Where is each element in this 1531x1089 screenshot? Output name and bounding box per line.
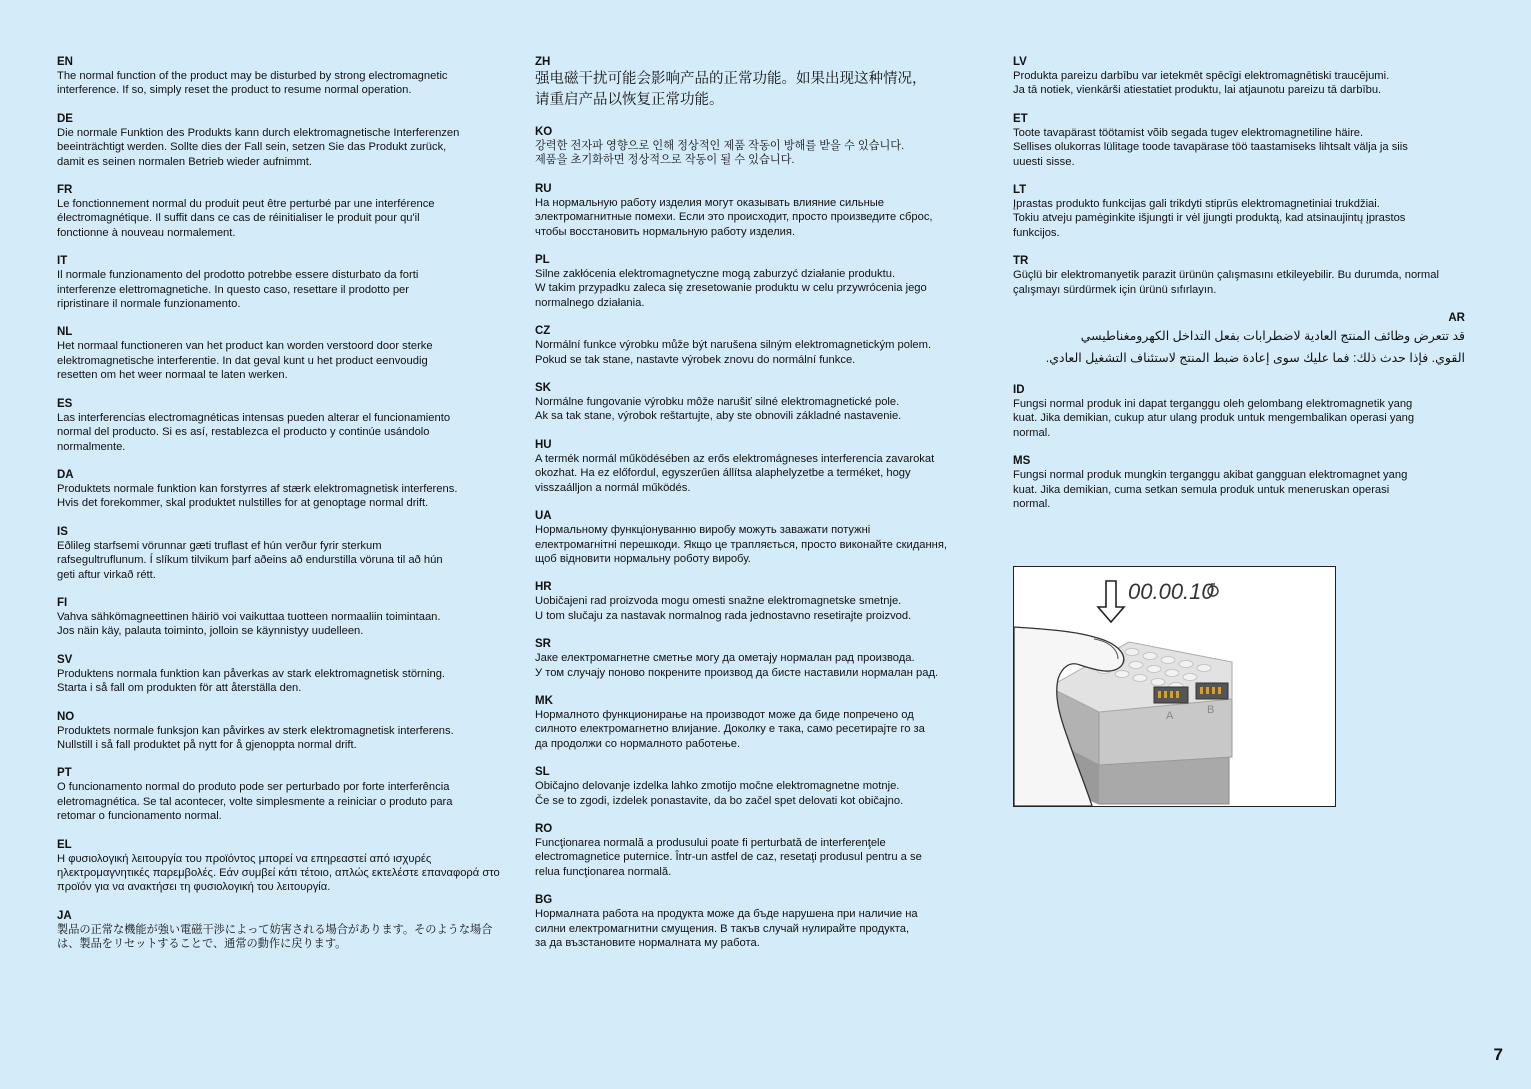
language-code: ET <box>1013 112 1028 125</box>
language-block-sl <box>535 765 1000 808</box>
notice-text: Funcţionarea normală a produsului poate fi perturbată de interferenţele electromagnetice puternice. Într-un astfel de caz, resetaţi produsul pentru a se relua funcţionarea normală. <box>535 836 922 878</box>
language-code: MS <box>1013 455 1031 468</box>
press-arrow-icon <box>1098 581 1124 622</box>
language-block-fi <box>57 596 517 639</box>
language-code: MK <box>535 694 553 707</box>
notice-text: 강력한 전자파 영향으로 인해 정상적인 제품 작동이 방해를 받을 수 있습니다. 제품을 초기화하면 정상적으로 작동이 될 수 있습니다. <box>535 140 905 167</box>
column-left <box>57 55 517 966</box>
notice-text: Нормальному функціонуванню виробу можуть заважати потужні електромагнітні перешкоди. Якщо це трапляється, просто виконайте скидання, щоб відновити нормальну роботу виробу. <box>535 524 948 565</box>
language-block-sv <box>57 653 517 696</box>
language-block-it <box>57 254 517 311</box>
language-code: EN <box>57 56 73 68</box>
language-block-fr <box>57 183 517 240</box>
notice-text: Produktets normale funksjon kan påvirkes av sterk elektromagnetisk interferens. Nullstill i så fall produktet på nytt for å gjenoppta normal drift. <box>57 724 454 751</box>
language-code: SR <box>535 638 551 651</box>
language-block-de <box>57 112 517 169</box>
notice-text: На нормальную работу изделия могут оказывать влияние сильные электромагнитные помехи. Если это происходит, просто произведите сброс, чтобы восстановить нормальную работу изделия. <box>535 196 933 238</box>
language-code: KO <box>535 126 553 138</box>
language-code: RU <box>535 182 552 195</box>
notice-text: 强电磁干扰可能会影响产品的正常功能。如果出现这种情况， 请重启产品以恢复正常功能。 <box>535 71 927 108</box>
language-code: PL <box>535 254 550 267</box>
port-a-label: A <box>1166 710 1174 722</box>
language-code: DA <box>57 468 74 481</box>
language-code: CZ <box>535 325 551 338</box>
language-block-en <box>57 55 517 98</box>
notice-text: Uobičajeni rad proizvoda mogu omesti snažne elektromagnetske smetnje. U tom slučaju za nastavak normalnog rada jednostavno resetirajte proizvod. <box>535 595 912 622</box>
language-block-ru <box>535 182 1000 239</box>
language-code: IT <box>57 255 68 268</box>
language-code: AR <box>1448 312 1465 325</box>
notice-text: Η φυσιολογική λειτουργία του προϊόντος μπορεί να επηρεαστεί από ισχυρές ηλεκτρομαγνητικές παρεμβολές. Εάν συμβεί κάτι τέτοιο, απλώς εκτελέστε επαναφορά στο προϊόν για να ανακτήσει τη φυσιολογική του λειτουργία. <box>57 852 500 894</box>
language-block-id <box>1013 383 1465 440</box>
notice-text: Eðlileg starfsemi vörunnar gæti truflast ef hún verður fyrir sterkum rafsegultruflunum. Í slíkum tilvikum þarf aðeins að endurstilla vöruna til að hún geti aftur virkað rétt. <box>57 539 443 581</box>
language-block-ua <box>535 509 1000 566</box>
language-code: HR <box>535 581 552 594</box>
notice-text: Јаке електромагнетне сметње могу да ометају нормалан рад производа. У том случају поново покрените производ да бисте наставили нормалан рад. <box>535 652 939 679</box>
language-code: SL <box>535 766 550 779</box>
notice-text: Güçlü bir elektromanyetik parazit ürünün çalışmasını etkileyebilir. Bu durumda, normal çalışmayı sürdürmek için ürünü sıfırlayın. <box>1013 269 1439 296</box>
language-block-no <box>57 710 517 753</box>
notice-text: Produktens normala funktion kan påverkas av stark elektromagnetisk störning. Starta i så fall om produkten för att återställa den. <box>57 667 446 695</box>
language-code: UA <box>535 510 552 523</box>
language-block-is <box>57 525 517 582</box>
language-block-ko <box>535 125 1000 168</box>
language-block-lt <box>1013 183 1465 240</box>
language-block-el <box>57 838 517 895</box>
language-block-pl <box>535 253 1000 310</box>
notice-text: 製品の正常な機能が強い電磁干渉によって妨害される場合があります。そのような場合 は、製品をリセットすることで、通常の動作に戻ります。 <box>57 923 493 951</box>
language-code: DE <box>57 112 73 125</box>
language-block-ja <box>57 909 517 952</box>
language-block-sr <box>535 637 1000 680</box>
notice-text: Produkta pareizu darbību var ietekmēt spēcīgi elektromagnētiski traucējumi. Ja tā notiek, vienkārši atiestatiet produktu, lai atjaunotu pareizu tā darbību. <box>1013 70 1390 97</box>
notice-text: Produktets normale funktion kan forstyrres af stærk elektromagnetisk interferens. Hvis det forekommer, skal produktet nulstilles for at genoptage normal drift. <box>57 482 458 510</box>
notice-text: قد تتعرض وظائف المنتج العادية لاضطرابات بفعل التداخل الكهرومغناطيسي القوي. فإذا حدث ذلك: فما عليك سوى إعادة ضبط المنتج لاستئناف التشغيل العادي. <box>1045 329 1465 366</box>
language-code: LV <box>1013 56 1027 68</box>
language-code: NL <box>57 326 73 339</box>
notice-text: Las interferencias electromagnéticas intensas pueden alterar el funcionamiento normal del producto. Si es así, restablezca el producto y continúe usándolo normalmente. <box>57 411 451 453</box>
language-block-mk <box>535 694 1000 751</box>
language-block-pt <box>57 766 517 823</box>
language-block-sk <box>535 381 1000 424</box>
language-code: PT <box>57 767 72 780</box>
notice-text: Fungsi normal produk ini dapat terganggu oleh gelombang elektromagnetik yang kuat. Jika demikian, cukup atur ulang produk untuk mengembalikan operasi yang normal. <box>1013 398 1415 439</box>
language-code: LT <box>1013 184 1027 197</box>
notice-text: Нормалното функционирање на производот може да биде попречено од силното електромагнетно влијание. Доколку е така, само ресетирајте го за да продолжи со нормалното работење. <box>535 708 925 750</box>
notice-text: Toote tavapärast töötamist võib segada tugev elektromagnetiline häire. Sellises olukorras lülitage toode tavapärase töö taastamiseks lihtsalt välja ja siis uuesti sisse. <box>1013 126 1408 168</box>
language-block-ms <box>1013 454 1465 511</box>
language-code: IS <box>57 525 68 538</box>
column-right <box>1013 55 1465 526</box>
language-block-et <box>1013 112 1465 169</box>
notice-text: Le fonctionnement normal du produit peut être perturbé par une interférence électromagnétique. Il suffit dans ce cas de réinitialiser le produit pour qu'il fonctionne à nouveau normalement. <box>57 198 435 239</box>
language-code: NO <box>57 710 75 723</box>
notice-text: A termék normál működésében az erős elektromágneses interferencia zavarokat okozhat. Ha ez előfordul, egyszerűen állítsa alaphelyzetbe a terméket, hogy visszaálljon a normál működés. <box>535 452 935 494</box>
language-block-bg <box>535 893 1000 950</box>
language-block-es <box>57 397 517 454</box>
notice-text: Het normaal functioneren van het product kan worden verstoord door sterke elektromagnetische interferentie. In dat geval kunt u het product eenvoudig resetten om het weer normaal te laten werken. <box>57 340 433 382</box>
notice-text: Silne zakłócenia elektromagnetyczne mogą zaburzyć działanie produktu. W takim przypadku zaleca się zresetowanie produktu w celu przywrócenia jego normalnego działania. <box>535 268 927 309</box>
language-block-tr <box>1013 254 1465 297</box>
language-block-ar <box>1013 311 1465 369</box>
language-block-ro <box>535 822 1000 879</box>
language-block-zh <box>535 55 1000 111</box>
notice-text: Vahva sähkömagneettinen häiriö voi vaikuttaa tuotteen normaaliin toimintaan. Jos näin käy, palauta toiminto, jolloin se käynnistyy uudelleen. <box>57 610 441 638</box>
notice-text: Die normale Funktion des Produkts kann durch elektromagnetische Interferenzen beeinträchtigt werden. Sollte dies der Fall sein, setzen Sie das Produkt zurück, damit es seinen normalen Betrieb wieder aufnimmt. <box>57 126 460 168</box>
language-block-lv <box>1013 55 1465 98</box>
language-code: FI <box>57 596 68 609</box>
language-block-da <box>57 468 517 511</box>
language-code: HU <box>535 438 552 451</box>
language-code: ES <box>57 397 73 410</box>
notice-text: Нормалната работа на продукта може да бъде нарушена при наличие на силни електромагнитни смущения. В такъв случай нулирайте продукта, за да възстановите нормалната му работа. <box>535 908 918 949</box>
language-code: JA <box>57 909 72 922</box>
notice-text: Il normale funzionamento del prodotto potrebbe essere disturbato da forti interferenze elettromagnetiche. In questo caso, resettare il prodotto per ripristinare il normale funzionamento. <box>57 269 419 311</box>
page-number: 7 <box>1493 1045 1503 1064</box>
hub-reset-drawing <box>1014 567 1335 806</box>
notice-text: O funcionamento normal do produto pode ser perturbado por forte interferência eletromagnética. Se tal acontecer, volte simplesmente a reiniciar o produto para retomar o funcionamento normal. <box>57 781 453 823</box>
language-block-hu <box>535 438 1000 495</box>
port-b-label: B <box>1207 704 1215 716</box>
language-code: BG <box>535 894 553 907</box>
column-middle <box>535 55 1000 964</box>
language-code: EL <box>57 838 72 851</box>
notice-text: Običajno delovanje izdelka lahko zmotijo močne elektromagnetne motnje. Če se to zgodi, izdelek ponastavite, da bo začel spet delovati kot običajno. <box>535 780 904 807</box>
language-code: SK <box>535 382 551 395</box>
reset-illustration <box>1013 566 1336 807</box>
notice-text: The normal function of the product may be disturbed by strong electromagnetic interference. If so, simply reset the product to resume normal operation. <box>57 70 448 97</box>
language-code: SV <box>57 653 73 666</box>
language-code: ZH <box>535 56 551 68</box>
language-block-cz <box>535 324 1000 367</box>
notice-text: Įprastas produkto funkcijas gali trikdyti stiprūs elektromagnetiniai trukdžiai. Tokiu atveju pamėginkite išjungti ir vėl įjungti produktą, kad atsinaujintų įprastos funkcijos. <box>1013 198 1406 239</box>
language-code: TR <box>1013 255 1029 268</box>
notice-text: Fungsi normal produk mungkin terganggu akibat gangguan elektromagnet yang kuat. Jika demikian, cuma setkan semula produk untuk meneruskan operasi normal. <box>1013 469 1408 511</box>
language-block-nl <box>57 325 517 382</box>
language-block-hr <box>535 580 1000 623</box>
language-code: RO <box>535 822 553 835</box>
language-code: FR <box>57 184 73 197</box>
timer-readout: 00.00.10 <box>1128 579 1214 604</box>
notice-text: Normálne fungovanie výrobku môže narušiť silné elektromagnetické pole. Ak sa tak stane, výrobok reštartujte, aby ste obnovili základné nastavenie. <box>535 396 902 423</box>
notice-text: Normální funkce výrobku může být narušena silným elektromagnetickým polem. Pokud se tak stane, nastavte výrobek znovu do normální funkce. <box>535 339 932 366</box>
language-code: ID <box>1013 384 1025 397</box>
